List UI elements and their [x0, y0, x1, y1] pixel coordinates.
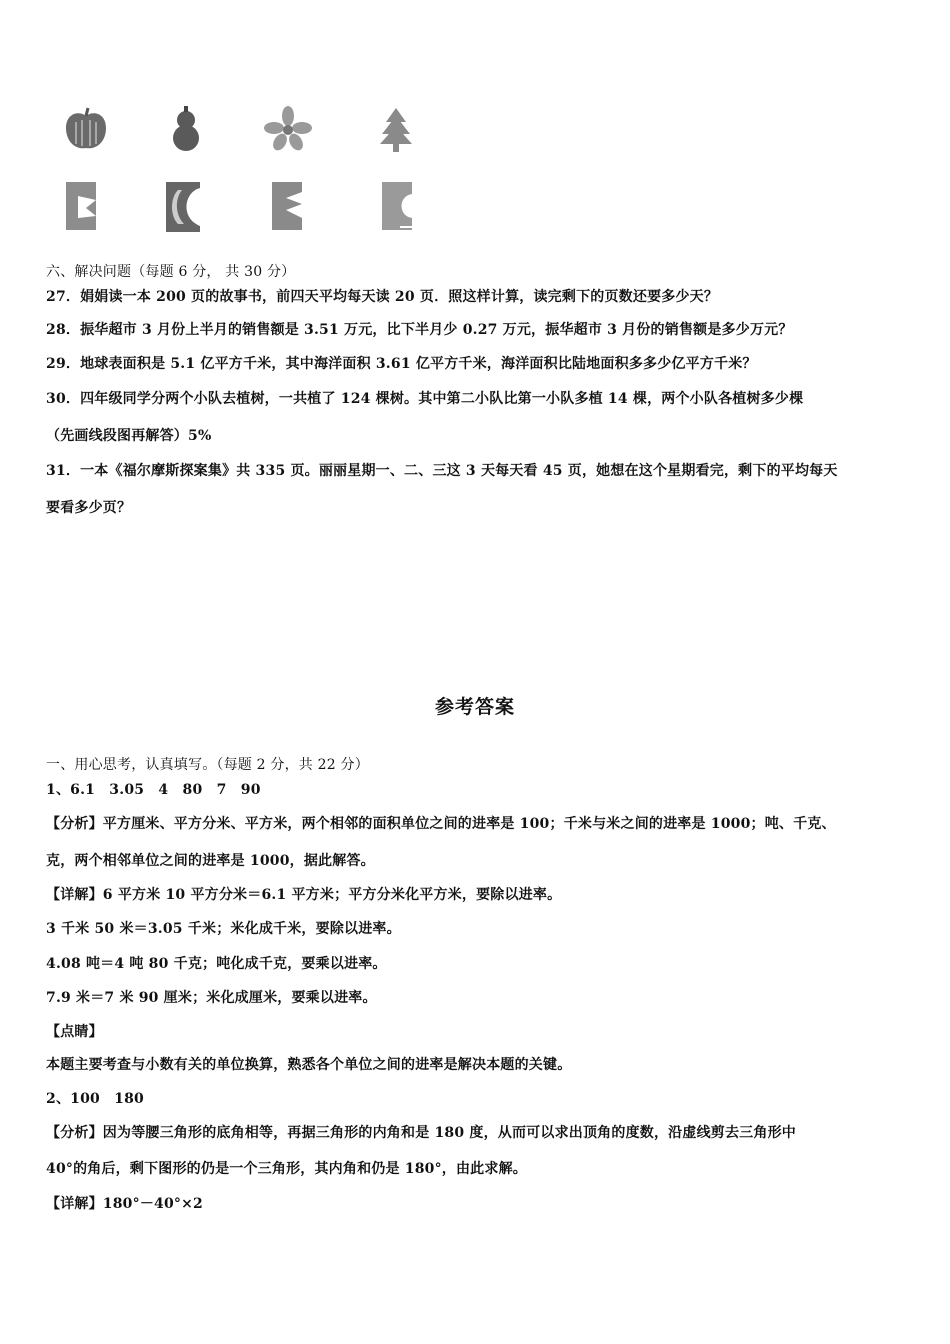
question-28: 28．振华超市 3 月份上半月的销售额是 3.51 万元，比下半月少 0.27 万元，振华超市 3 月份的销售额是多少万元？ [46, 322, 793, 338]
cut-paper-icon [56, 178, 112, 234]
apple-icon [58, 102, 114, 158]
apple-figure [58, 102, 114, 158]
question-31-line1: 31．一本《福尔摩斯探案集》共 335 页。丽丽星期一、二、三这 3 天每天看 45 页，她想在这个星期看完，剩下的平均每天 [46, 463, 838, 479]
section6-heading: 六、解决问题（每题 6 分， 共 30 分） [46, 264, 296, 280]
question-31-line2: 要看多少页？ [46, 500, 132, 516]
answer-1-analysis-line2: 克，两个相邻单位之间的进率是 1000，据此解答。 [46, 853, 375, 869]
answers-part1-heading: 一、用心思考，认真填写。（每题 2 分，共 22 分） [46, 757, 369, 773]
tree-icon [368, 102, 424, 158]
cut-paper-figure-1 [56, 178, 112, 234]
flower-figure [260, 102, 316, 158]
answer-1-tip: 本题主要考查与小数有关的单位换算，熟悉各个单位之间的进率是解决本题的关键。 [46, 1057, 572, 1073]
question-27: 27．娟娟读一本 200 页的故事书，前四天平均每天读 20 页．照这样计算，读完剩下的页数还要多少天？ [46, 289, 719, 305]
answers-title: 参考答案 [434, 696, 515, 718]
answer-2-analysis-line2: 40°的角后，剩下图形的仍是一个三角形，其内角和仍是 180°，由此求解。 [46, 1161, 527, 1177]
answer-1-analysis-line1: 【分析】平方厘米、平方分米、平方米，两个相邻的面积单位之间的进率是 100；千米与米之间的进率是 1000；吨、千克、 [46, 816, 836, 832]
answer-1-detail-line1: 【详解】6 平方米 10 平方分米＝6.1 平方米；平方分米化平方米，要除以进率。 [46, 887, 562, 903]
question-30-line2: （先画线段图再解答）5% [46, 428, 212, 444]
gourd-figure [158, 102, 214, 158]
answer-2: 2、100 180 [46, 1091, 144, 1107]
cut-paper-icon [372, 178, 428, 234]
answer-1-detail-line3: 4.08 吨＝4 吨 80 千克；吨化成千克，要乘以进率。 [46, 956, 387, 972]
cut-paper-icon [156, 178, 212, 234]
cut-paper-icon [262, 178, 318, 234]
question-30-line1: 30．四年级同学分两个小队去植树，一共植了 124 棵树。其中第二小队比第一小队多植 14 棵，两个小队各植树多少棵 [46, 391, 804, 407]
answer-1-tip-label: 【点睛】 [46, 1024, 103, 1040]
answer-1: 1、6.1 3.05 4 80 7 90 [46, 782, 261, 798]
gourd-icon [158, 102, 214, 158]
answer-2-analysis-line1: 【分析】因为等腰三角形的底角相等，再据三角形的内角和是 180 度，从而可以求出顶角的度数，沿虚线剪去三角形中 [46, 1125, 796, 1141]
cut-paper-figure-3 [262, 178, 318, 234]
answer-1-detail-line4: 7.9 米＝7 米 90 厘米；米化成厘米，要乘以进率。 [46, 990, 377, 1006]
answer-1-detail-line2: 3 千米 50 米＝3.05 千米；米化成千米，要除以进率。 [46, 921, 401, 937]
tree-figure [368, 102, 424, 158]
flower-icon [260, 102, 316, 158]
cut-paper-figure-2 [156, 178, 212, 234]
answer-2-detail: 【详解】180°－40°×2 [46, 1196, 203, 1212]
cut-paper-figure-4 [372, 178, 428, 234]
question-29: 29．地球表面积是 5.1 亿平方千米，其中海洋面积 3.61 亿平方千米，海洋面积比陆地面积多多少亿平方千米？ [46, 356, 757, 372]
